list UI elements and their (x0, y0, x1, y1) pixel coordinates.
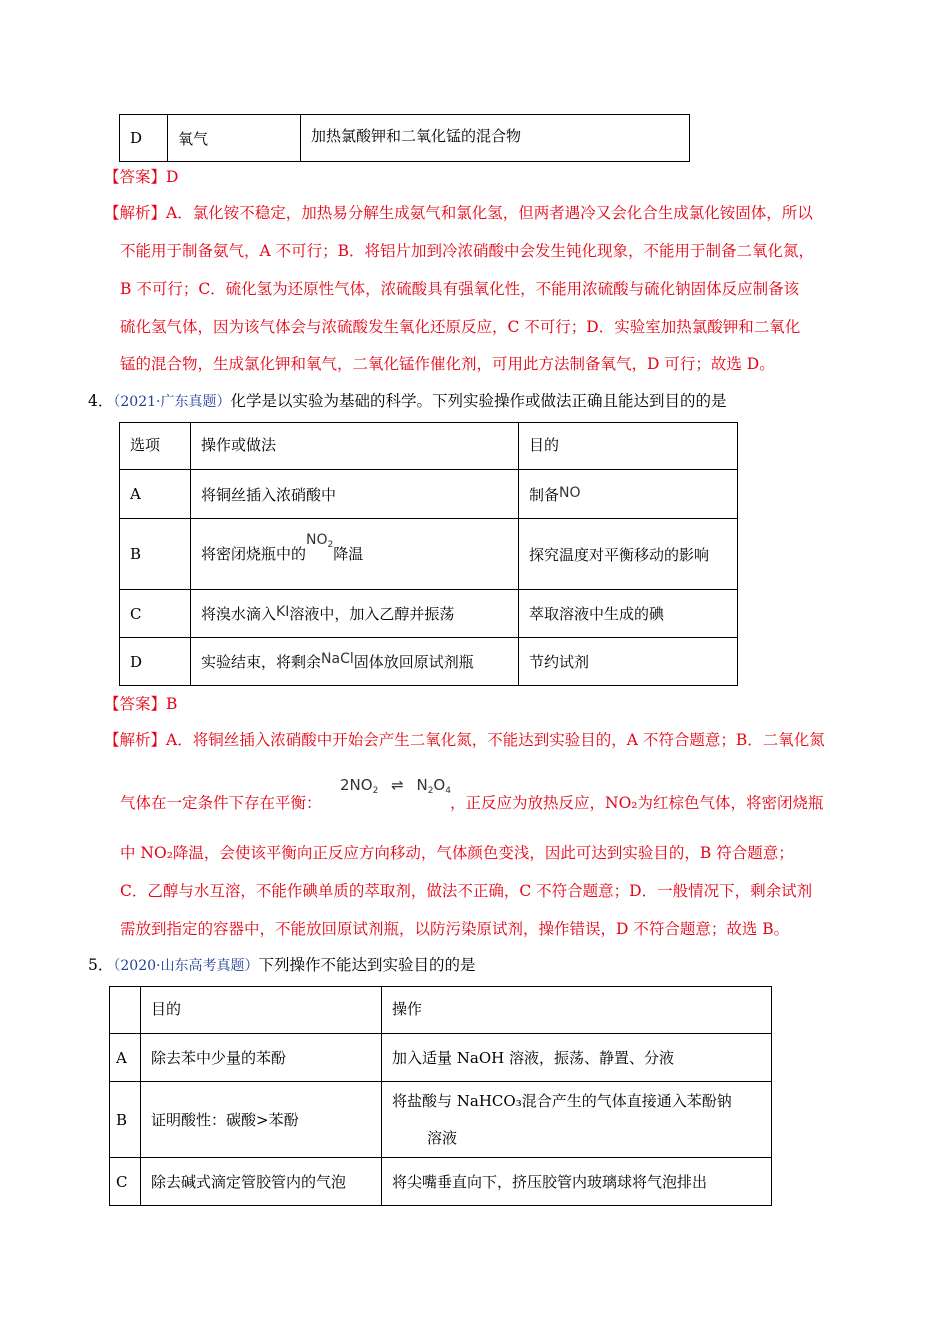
table-row (110, 1082, 772, 1158)
goal-text: 制备 (529, 485, 560, 504)
q4-analysis-line: 需放到指定的容器中，不能放回原试剂瓶，以防污染原试剂，操作错误，D 不符合题意；故选 B。 (120, 920, 790, 938)
table-top (119, 114, 690, 162)
op-cell (191, 470, 519, 519)
chem-formula: NaCl (321, 651, 354, 667)
header-cell: 目的 (519, 423, 738, 470)
op-text: 降温 (333, 545, 364, 563)
eq-sub: 2 (427, 786, 434, 796)
row-key: A (120, 470, 191, 519)
chem-main: NO (306, 532, 328, 548)
q3-analysis-line: B 不可行；C．硫化氢为还原性气体，浓硫酸具有强氧化性，不能用浓硫酸与硫化钠固体反应制备该 (120, 280, 800, 298)
op-cell (382, 1082, 772, 1158)
q4-analysis-line2-pre: 气体在一定条件下存在平衡： (120, 794, 322, 812)
question-text: 下列操作不能达到实验目的的是 (258, 956, 476, 974)
op-text: 将密闭烧瓶中的 (201, 545, 307, 563)
header-cell: 操作 (382, 987, 772, 1034)
equilibrium-arrow-icon: ⇌ (391, 776, 404, 794)
op-text: 固体放回原试剂瓶 (353, 653, 474, 671)
row-key: D (120, 638, 191, 686)
header-cell (110, 987, 141, 1034)
op-text: 溶液中，加入乙醇并振荡 (289, 605, 455, 623)
row-key: B (110, 1082, 141, 1158)
gas-cell: 氧气 (168, 115, 301, 162)
equilibrium-equation (340, 775, 451, 801)
header-cell: 选项 (120, 423, 191, 470)
header-cell: 目的 (141, 987, 382, 1034)
question-source: （2020·山东高考真题） (113, 958, 259, 974)
q5-stem (88, 955, 475, 976)
q4-analysis-line2-post: ，正反应为放热反应，NO₂为红棕色气体，将密闭烧瓶 (450, 794, 824, 812)
q3-analysis-line: 不能用于制备氨气，A 不可行；B．将铝片加到冷浓硝酸中会发生钝化现象，不能用于制备二氧化氮， (120, 242, 815, 260)
q4-analysis-line: C．乙醇与水互溶，不能作碘单质的萃取剂，做法不正确，C 不符合题意；D．一般情况下，剩余试剂 (120, 882, 813, 900)
q4-stem (88, 391, 726, 412)
op-cell: 加入适量 NaOH 溶液，振荡、静置、分液 (382, 1034, 772, 1082)
question-number: 4． (88, 392, 114, 410)
op-line: 溶液 (427, 1128, 458, 1147)
question-text: 化学是以实验为基础的科学。下列实验操作或做法正确且能达到目的的是 (230, 392, 727, 410)
chem-formula: KI (276, 604, 290, 620)
q4-answer: 【答案】B (104, 695, 178, 713)
op-line: 将盐酸与 NaHCO₃混合产生的气体直接通入苯酚钠 (392, 1091, 732, 1110)
op-cell: 将尖嘴垂直向下，挤压胶管内玻璃球将气泡排出 (382, 1158, 772, 1206)
question-source: （2021·广东真题） (113, 394, 231, 410)
q3-analysis-line: 锰的混合物，生成氯化钾和氧气，二氧化锰作催化剂，可用此方法制备氧气，D 可行；故选 D。 (120, 355, 775, 373)
chem-sub: 2 (327, 540, 334, 550)
op-text: 将溴水滴入 (201, 605, 277, 623)
goal-cell: 证明酸性：碳酸>苯酚 (141, 1082, 382, 1158)
table-row (110, 1158, 772, 1206)
row-key: C (120, 590, 191, 638)
goal-cell: 除去碱式滴定管胶管内的气泡 (141, 1158, 382, 1206)
q3-analysis-line: 【解析】A．氯化铵不稳定，加热易分解生成氨气和氯化氢，但两者遇冷又会化合生成氯化铵固体，所以 (104, 204, 813, 222)
row-key: C (110, 1158, 141, 1206)
row-key: A (110, 1034, 141, 1082)
q4-analysis-line: 中 NO₂降温，会使该平衡向正反应方向移动，气体颜色变浅，因此可达到实验目的，B 符合题意； (120, 844, 794, 862)
eq-sub: 4 (445, 786, 451, 796)
op-text: 将铜丝插入浓硝酸中 (201, 485, 337, 504)
op-text: 实验结束，将剩余 (201, 653, 322, 671)
q4-table (119, 422, 738, 686)
table-row (120, 590, 738, 638)
op-cell (191, 590, 519, 638)
eq-right: O (433, 776, 446, 794)
row-key: B (120, 519, 191, 590)
row-key: D (120, 115, 168, 162)
goal-cell: 探究温度对平衡移动的影响 (519, 519, 738, 590)
chem-formula: NO (559, 484, 581, 501)
table-row (120, 638, 738, 686)
q3-analysis-line: 硫化氢气体，因为该气体会与浓硫酸发生氧化还原反应，C 不可行；D．实验室加热氯酸钾和二氧化 (120, 318, 801, 336)
q5-table (109, 986, 772, 1206)
eq-right: N (416, 776, 428, 794)
eq-left: 2NO (340, 776, 373, 794)
goal-cell: 节约试剂 (519, 638, 738, 686)
q4-analysis-line: 【解析】A．将铜丝插入浓硝酸中开始会产生二氧化氮，不能达到实验目的，A 不符合题意；B．二氧化氮 (104, 731, 825, 749)
table-row (120, 519, 738, 590)
eq-sub: 2 (372, 786, 379, 796)
table-row (120, 470, 738, 519)
goal-cell: 除去苯中少量的苯酚 (141, 1034, 382, 1082)
goal-cell: 萃取溶液中生成的碘 (519, 590, 738, 638)
op-cell (191, 638, 519, 686)
question-number: 5． (88, 956, 114, 974)
q3-answer: 【答案】D (104, 168, 179, 186)
header-cell: 操作或做法 (191, 423, 519, 470)
chem-formula (306, 532, 333, 548)
op-cell (191, 519, 519, 590)
table-row (110, 1034, 772, 1082)
method-cell: 加热氯酸钾和二氧化锰的混合物 (301, 115, 690, 162)
goal-cell (519, 470, 738, 519)
